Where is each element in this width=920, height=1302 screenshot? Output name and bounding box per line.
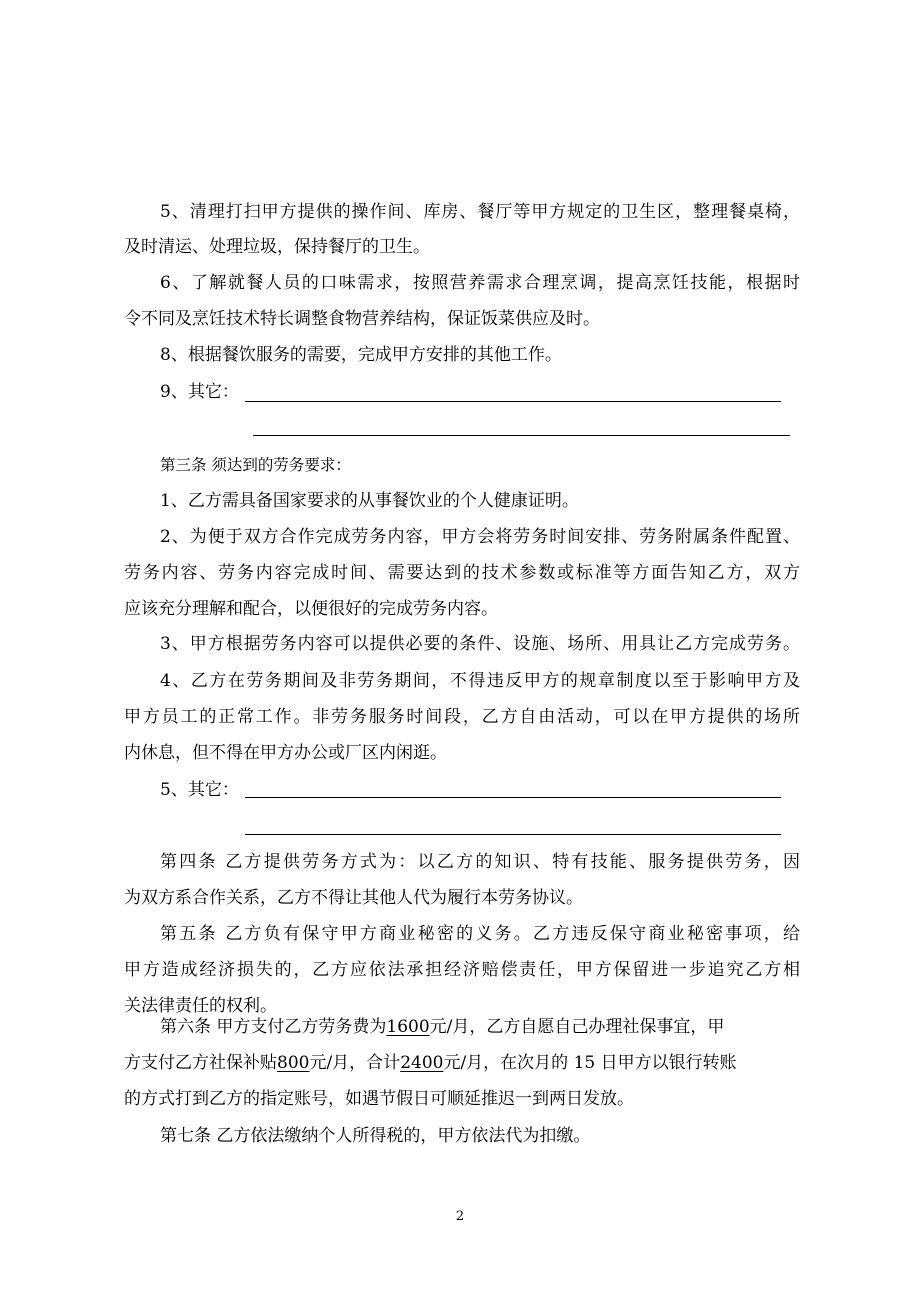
article-4-line-2: 为双方系合作关系，乙方不得让其他人代为履行本劳务协议。 bbox=[124, 888, 583, 908]
article-3-item-2-line-2: 劳务内容、劳务内容完成时间、需要达到的技术参数或标准等方面告知乙方，双方 bbox=[124, 563, 800, 583]
article-3-item-2-line-1: 2、为便于双方合作完成劳务内容，甲方会将劳务时间安排、劳务附属条件配置、 bbox=[160, 527, 800, 547]
total-amount: 2400 bbox=[400, 1053, 444, 1073]
article-6-line-2 bbox=[124, 1051, 800, 1075]
article-6-line-3: 的方式打到乙方的指定账号，如遇节假日可顺延推迟一到两日发放。 bbox=[124, 1089, 634, 1109]
clause-5-line-1: 5、清理打扫甲方提供的操作间、库房、餐厅等甲方规定的卫生区，整理餐桌椅， bbox=[160, 202, 800, 222]
article-3-item-3: 3、甲方根据劳务内容可以提供必要的条件、设施、场所、用具让乙方完成劳务。 bbox=[160, 634, 800, 654]
article-6-line-1 bbox=[160, 1015, 800, 1039]
article-3-item-4-line-1: 4、乙方在劳务期间及非劳务期间，不得违反甲方的规章制度以至于影响甲方及 bbox=[160, 671, 800, 691]
article-5-line-1: 第五条 乙方负有保守甲方商业秘密的义务。乙方违反保守商业秘密事项，给 bbox=[160, 924, 800, 944]
item-5-blank-line-2 bbox=[245, 834, 781, 835]
article-3-item-4-line-2: 甲方员工的正常工作。非劳务服务时间段，乙方自由活动，可以在甲方提供的场所 bbox=[124, 707, 800, 727]
clause-8: 8、根据餐饮服务的需要，完成甲方安排的其他工作。 bbox=[160, 345, 562, 365]
item-5-blank-line-1 bbox=[245, 797, 781, 798]
article-3-item-4-line-3: 内休息，但不得在甲方办公或厂区内闲逛。 bbox=[124, 743, 447, 763]
article-3-item-5-label: 5、其它： bbox=[160, 780, 239, 800]
article-6-text-e: 元/月，在次月的 15 日甲方以银行转账 bbox=[443, 1053, 737, 1073]
clause-6-line-1: 6、了解就餐人员的口味需求，按照营养需求合理烹调，提高烹饪技能，根据时 bbox=[160, 273, 800, 293]
article-6-text-c: 方支付乙方社保补贴 bbox=[124, 1053, 277, 1073]
clause-6-line-2: 令不同及烹饪技术特长调整食物营养结构，保证饭菜供应及时。 bbox=[124, 309, 600, 329]
article-5-line-2: 甲方造成经济损失的，乙方应依法承担经济赔偿责任，甲方保留进一步追究乙方相 bbox=[124, 960, 800, 980]
page-number: 2 bbox=[455, 1209, 465, 1224]
social-security-subsidy-amount: 800 bbox=[277, 1053, 310, 1073]
article-6-text-d: 元/月，合计 bbox=[309, 1053, 401, 1073]
article-6-text-a: 第六条 甲方支付乙方劳务费为 bbox=[160, 1017, 387, 1037]
article-7: 第七条 乙方依法缴纳个人所得税的，甲方依法代为扣缴。 bbox=[160, 1126, 591, 1146]
article-3-item-1: 1、乙方需具备国家要求的从事餐饮业的个人健康证明。 bbox=[160, 491, 579, 511]
clause-9-blank-line-2 bbox=[253, 435, 790, 436]
clause-9-blank-line-1 bbox=[245, 401, 781, 402]
labor-fee-amount: 1600 bbox=[386, 1017, 430, 1037]
article-3-item-2-line-3: 应该充分理解和配合，以便很好的完成劳务内容。 bbox=[124, 599, 498, 619]
clause-9-label: 9、其它： bbox=[160, 382, 239, 402]
article-5-line-3: 关法律责任的权利。 bbox=[124, 996, 277, 1016]
article-6-text-b: 元/月，乙方自愿自己办理社保事宜，甲 bbox=[429, 1017, 725, 1037]
article-3-heading: 第三条 须达到的劳务要求： bbox=[160, 456, 351, 474]
clause-5-line-2: 及时清运、处理垃圾，保持餐厅的卫生。 bbox=[124, 237, 430, 257]
article-4-line-1: 第四条 乙方提供劳务方式为：以乙方的知识、特有技能、服务提供劳务，因 bbox=[160, 852, 800, 872]
